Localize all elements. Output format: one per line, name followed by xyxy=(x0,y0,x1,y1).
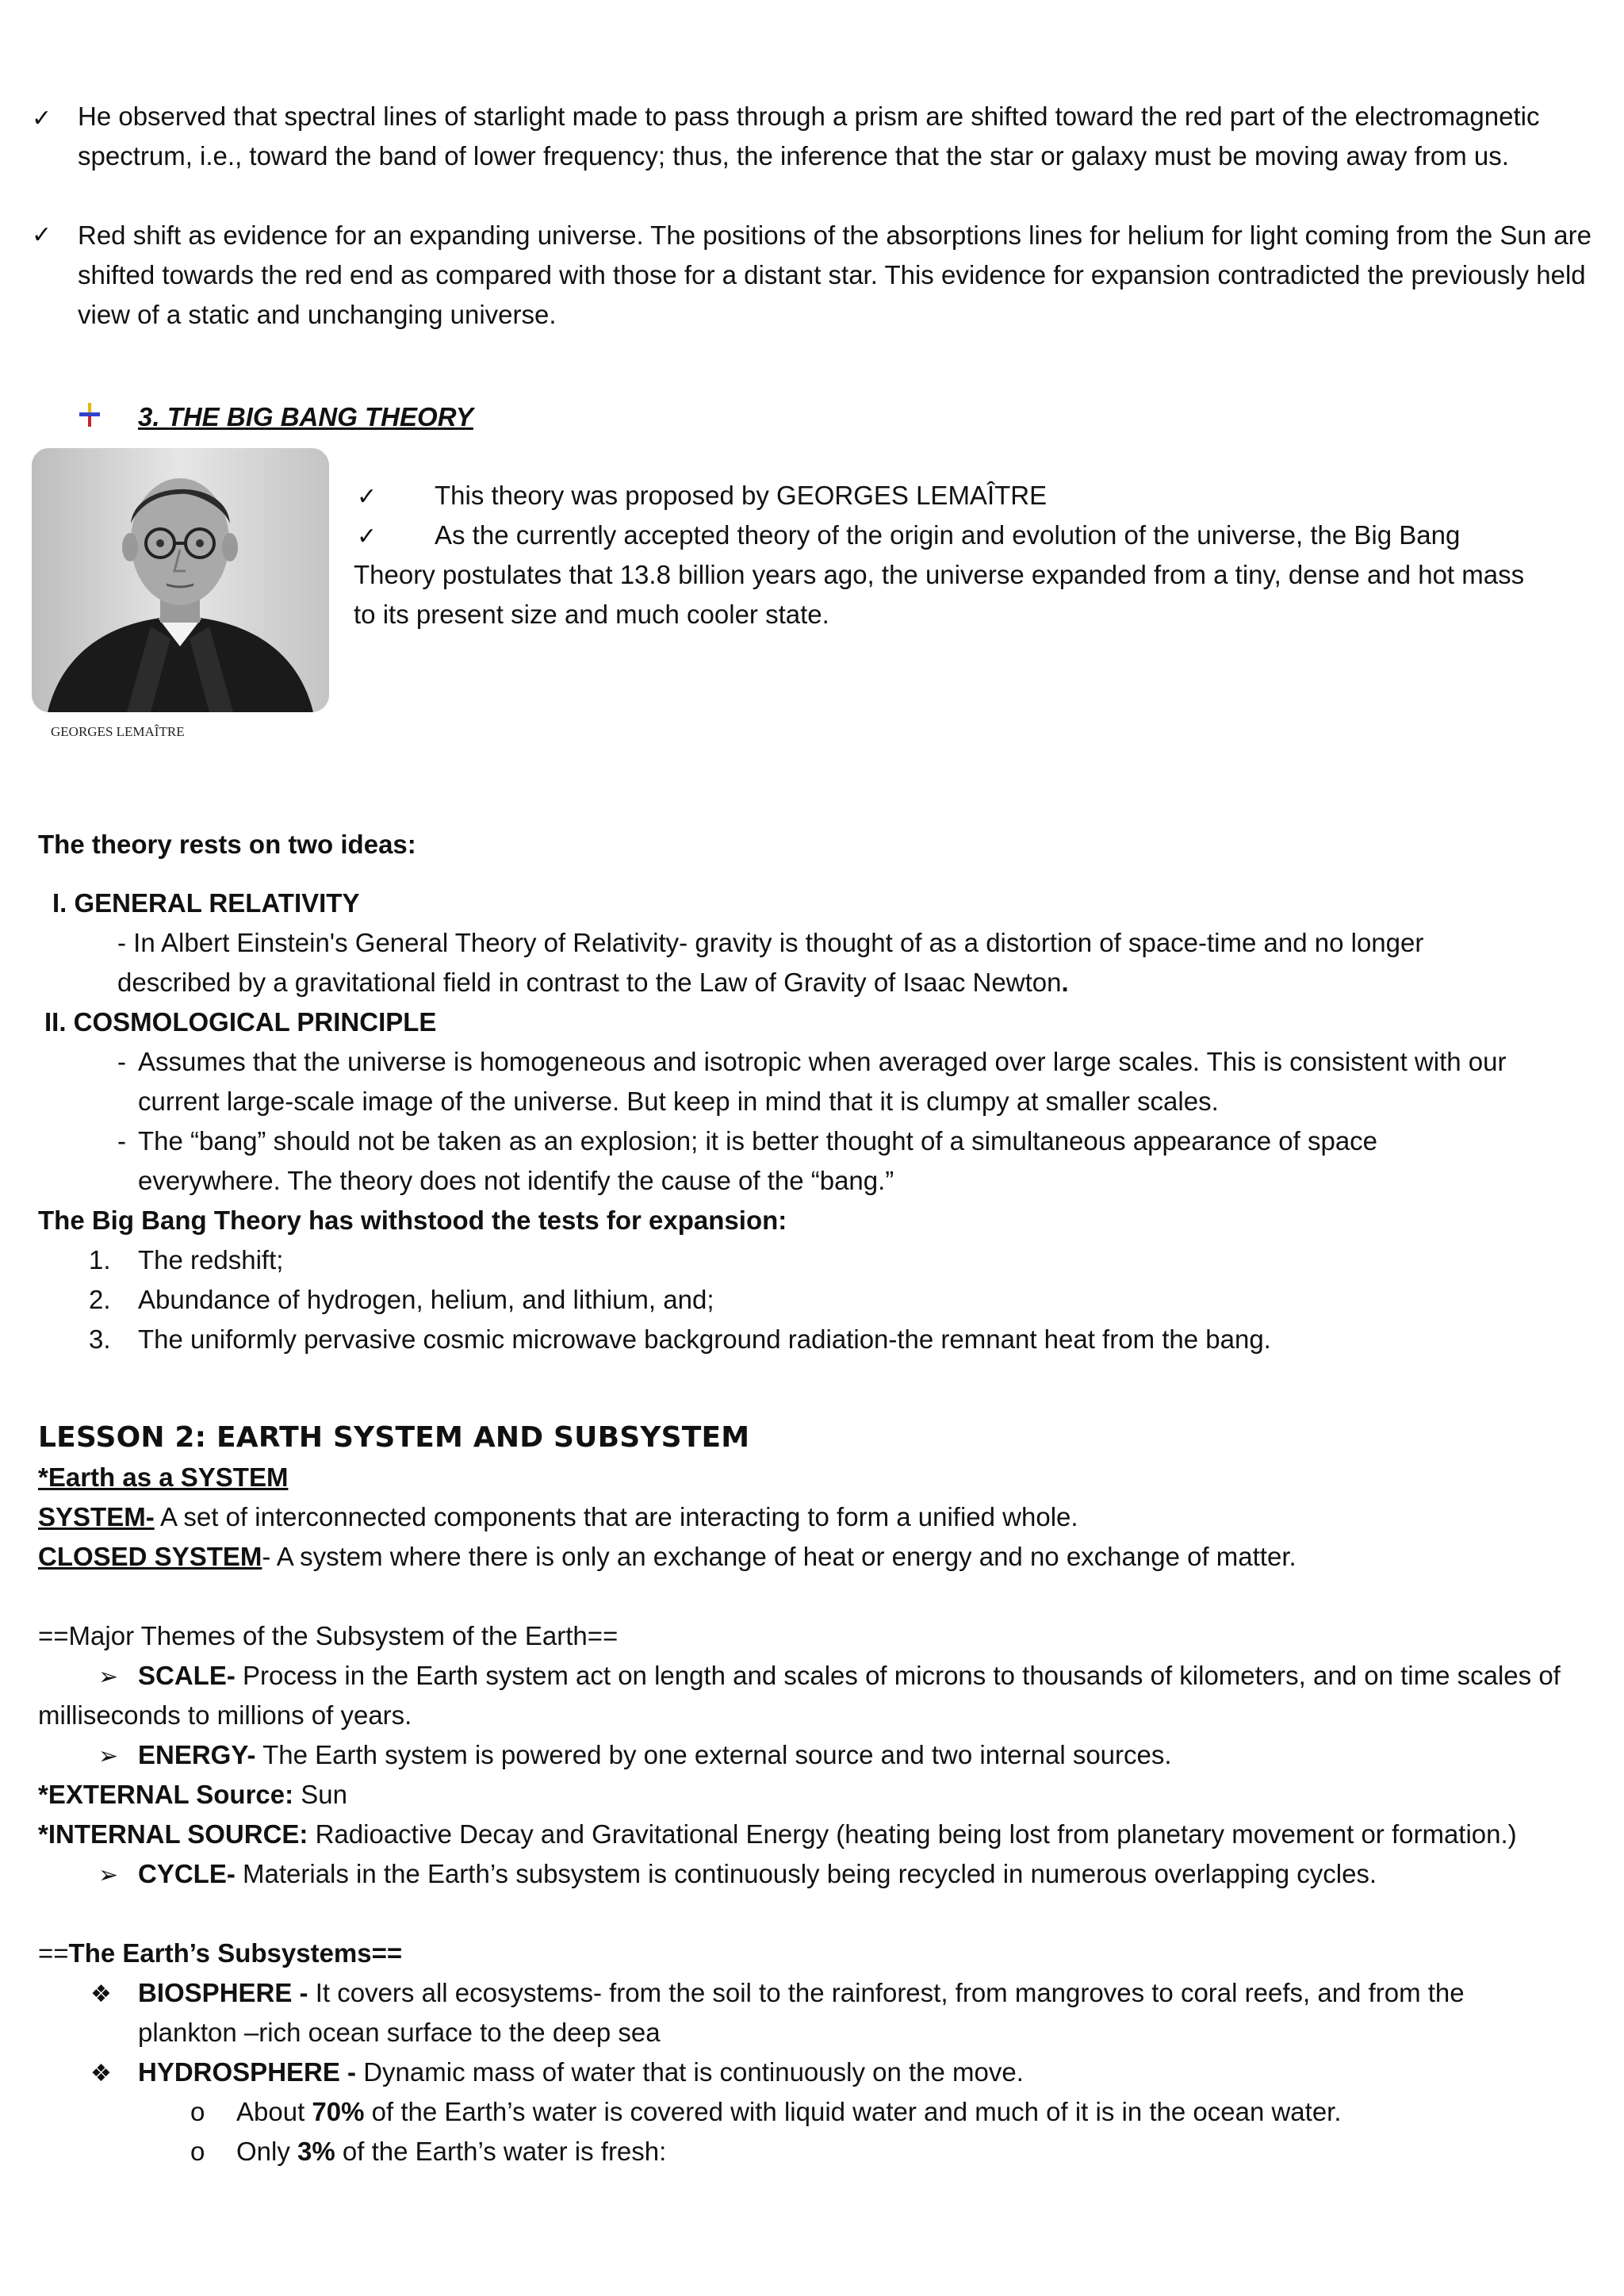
cosmological-point-1-line-2: current large-scale image of the universe. But keep in mind that it is clumpy at smaller scales. xyxy=(138,1087,1219,1116)
cycle-theme xyxy=(138,1854,1377,1894)
system-term: SYSTEM- xyxy=(38,1502,155,1531)
system-text: A set of interconnected components that are interacting to form a unified whole. xyxy=(154,1502,1078,1531)
external-text: Sun xyxy=(293,1780,348,1809)
test-item-3-number: 3. xyxy=(89,1324,111,1354)
general-relativity-line-2-text: described by a gravitational field in contrast to the Law of Gravity of Isaac Newton xyxy=(117,968,1062,997)
hydrosphere-term: HYDROSPHERE - xyxy=(138,2057,357,2087)
portrait-photo xyxy=(32,448,329,712)
major-themes-title: ==Major Themes of the Subsystem of the Earth== xyxy=(38,1621,619,1650)
water-fact-2-post: of the Earth’s water is fresh: xyxy=(335,2137,667,2166)
earth-as-system-subheading: *Earth as a SYSTEM xyxy=(38,1462,289,1492)
water-fact-2-value: 3% xyxy=(297,2137,335,2166)
general-relativity-line-2 xyxy=(117,963,1069,1002)
subsystems-title xyxy=(38,1934,402,1973)
arrow-bullet-icon: ➢ xyxy=(98,1663,119,1691)
cosmological-point-1-line-1: Assumes that the universe is homogeneous and isotropic when averaged over large scales. This is consistent with our xyxy=(138,1047,1507,1076)
water-fact-1-post: of the Earth’s water is covered with liquid water and much of it is in the ocean water. xyxy=(364,2097,1342,2126)
big-bang-point-2-line-1: As the currently accepted theory of the origin and evolution of the universe, the Big Bang xyxy=(435,520,1461,550)
test-item-1: The redshift; xyxy=(138,1245,284,1274)
dash-bullet: - xyxy=(117,1126,126,1156)
photo-caption: GEORGES LEMAÎTRE xyxy=(51,724,185,739)
diamond-bullet-icon: ❖ xyxy=(90,1980,112,2008)
water-fact-1-value: 70% xyxy=(312,2097,365,2126)
circle-bullet: o xyxy=(190,2137,205,2166)
check-icon: ✓ xyxy=(32,221,52,249)
biosphere-text: It covers all ecosystems- from the soil to the rainforest, from mangroves to coral reefs, and from the xyxy=(308,1978,1465,2007)
closed-system-term: CLOSED SYSTEM xyxy=(38,1542,262,1571)
tests-title: The Big Bang Theory has withstood the tests for expansion: xyxy=(38,1205,787,1235)
check-icon: ✓ xyxy=(357,523,377,550)
test-item-2: Abundance of hydrogen, helium, and lithium, and; xyxy=(138,1285,714,1314)
closed-system-text: - A system where there is only an exchange of heat or energy and no exchange of matter. xyxy=(262,1542,1297,1571)
section-heading-big-bang: 3. THE BIG BANG THEORY xyxy=(138,402,473,431)
diamond-bullet-icon: ❖ xyxy=(90,2060,112,2087)
circle-bullet: o xyxy=(190,2097,205,2126)
scale-theme-line-2: milliseconds to millions of years. xyxy=(38,1700,412,1730)
big-bang-point-1: This theory was proposed by GEORGES LEMAÎTRE xyxy=(435,481,1048,510)
test-item-1-number: 1. xyxy=(89,1245,111,1274)
big-bang-point-2-line-2: Theory postulates that 13.8 billion years ago, the universe expanded from a tiny, dense and hot mass xyxy=(354,560,1525,589)
hydrosphere-text: Dynamic mass of water that is continuously on the move. xyxy=(356,2057,1024,2087)
arrow-bullet-icon: ➢ xyxy=(98,1742,119,1770)
closed-system-definition xyxy=(38,1537,1297,1577)
general-relativity-period: . xyxy=(1061,968,1069,997)
intro-item-2: Red shift as evidence for an expanding universe. The positions of the absorptions lines for helium for light coming from the Sun are shifted towards the red end as compared with those for a distant star. This evidence for expansion contradicted the previously held view of a static and unchanging universe. xyxy=(78,220,1591,329)
intro-item-1: He observed that spectral lines of starlight made to pass through a prism are shifted toward the red part of the electromagnetic spectrum, i.e., toward the band of lower frequency; thus, the inference that the star or galaxy must be moving away from us. xyxy=(78,102,1540,171)
cosmological-point-2-line-1: The “bang” should not be taken as an explosion; it is better thought of a simultaneous appearance of space xyxy=(138,1126,1378,1156)
arrow-bullet-icon: ➢ xyxy=(98,1861,119,1889)
external-term: *EXTERNAL Source: xyxy=(38,1780,294,1809)
scale-term: SCALE- xyxy=(138,1661,236,1690)
water-fact-1 xyxy=(236,2092,1342,2132)
hydrosphere-line xyxy=(138,2053,1024,2092)
external-source xyxy=(38,1775,347,1815)
subsystems-title-text: The Earth’s Subsystems== xyxy=(68,1938,403,1968)
subsystems-prefix: == xyxy=(38,1938,69,1968)
biosphere-line-1 xyxy=(138,1973,1465,2013)
internal-text: Radioactive Decay and Gravitational Energy (heating being lost from planetary movement or formation.) xyxy=(308,1819,1517,1849)
cycle-term: CYCLE- xyxy=(138,1859,236,1888)
cycle-text: Materials in the Earth’s subsystem is continuously being recycled in numerous overlapping cycles. xyxy=(235,1859,1377,1888)
biosphere-line-2: plankton –rich ocean surface to the deep sea xyxy=(138,2018,661,2047)
water-fact-2-pre: Only xyxy=(236,2137,298,2166)
general-relativity-heading: I. GENERAL RELATIVITY xyxy=(52,888,360,918)
water-fact-1-pre: About xyxy=(236,2097,312,2126)
test-item-3: The uniformly pervasive cosmic microwave background radiation-the remnant heat from the bang. xyxy=(138,1324,1271,1354)
check-icon: ✓ xyxy=(357,483,377,511)
cosmological-principle-heading: II. COSMOLOGICAL PRINCIPLE xyxy=(44,1007,437,1037)
check-icon: ✓ xyxy=(32,105,52,132)
scale-text: Process in the Earth system act on length and scales of microns to thousands of kilometers, and on time scales of xyxy=(235,1661,1561,1690)
internal-source xyxy=(38,1815,1517,1854)
energy-theme xyxy=(138,1735,1172,1775)
internal-term: *INTERNAL SOURCE: xyxy=(38,1819,308,1849)
energy-term: ENERGY- xyxy=(138,1740,256,1769)
biosphere-term: BIOSPHERE - xyxy=(138,1978,308,2007)
big-bang-point-2-line-3: to its present size and much cooler state. xyxy=(354,600,829,629)
dash-bullet: - xyxy=(117,1047,126,1076)
energy-text: The Earth system is powered by one external source and two internal sources. xyxy=(255,1740,1172,1769)
test-item-2-number: 2. xyxy=(89,1285,111,1314)
rests-title: The theory rests on two ideas: xyxy=(38,830,416,859)
system-definition xyxy=(38,1497,1078,1537)
cross-bullet-icon xyxy=(79,403,100,427)
water-fact-2 xyxy=(236,2132,666,2171)
cosmological-point-2-line-2: everywhere. The theory does not identify the cause of the “bang.” xyxy=(138,1166,894,1195)
general-relativity-line-1: - In Albert Einstein's General Theory of Relativity- gravity is thought of as a distortion of space-time and no longer xyxy=(117,928,1424,957)
lesson-2-heading: LESSON 2: EARTH SYSTEM AND SUBSYSTEM xyxy=(38,1421,750,1454)
scale-theme-line-1 xyxy=(138,1656,1561,1696)
